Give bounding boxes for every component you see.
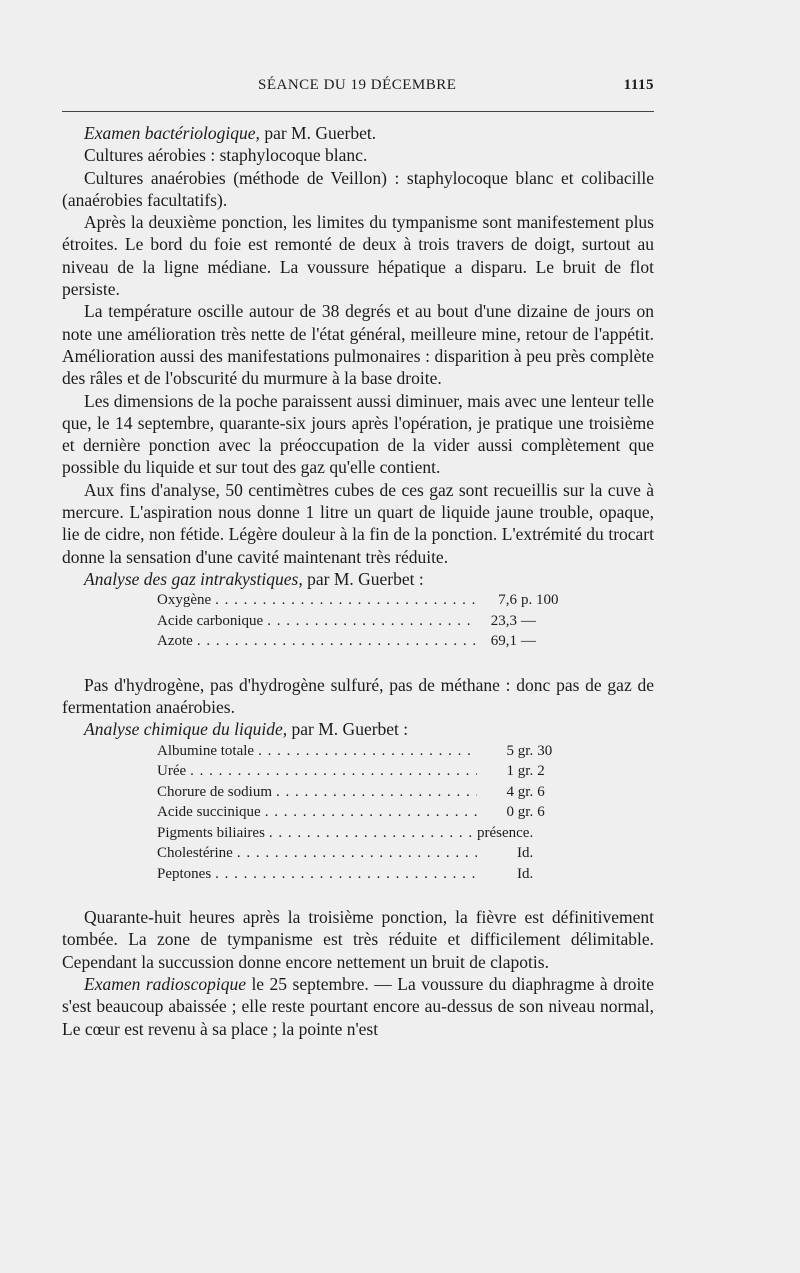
- row-value: présence.: [477, 824, 534, 841]
- row-value: 5 gr.: [506, 742, 534, 759]
- chemical-table: [157, 741, 567, 885]
- page-number: 1115: [623, 77, 654, 93]
- paragraph-text: le 25 septembre. — La voussure du diaphragme à droite s'est beaucoup abaissée ; elle reste pourtant encore au-dessus de son niveau normal, Le cœur est revenu à sa place ; la pointe n'est: [62, 974, 654, 1039]
- row-unit: [533, 843, 567, 864]
- row-unit: [533, 823, 567, 844]
- row-label: Urée . . .: [157, 761, 477, 782]
- running-title: SÉANCE DU 19 DÉCEMBRE: [258, 77, 457, 93]
- row-value: Id.: [516, 865, 534, 882]
- row-value: 69,1: [490, 633, 517, 650]
- row-unit: 6: [537, 783, 545, 800]
- row-unit: p. 100: [521, 592, 559, 609]
- row-value: 0 gr.: [506, 804, 534, 821]
- paragraph-no-hydrogen: Pas d'hydrogène, pas d'hydrogène sulfuré, pas de méthane : donc pas de gaz de fermentation anaérobies.: [62, 674, 654, 718]
- paragraph-temperature: La température oscille autour de 38 degrés et au bout d'une dizaine de jours on note une amélioration très nette de l'état général, meilleure mine, retour de l'appétit. Amélioration aussi des manifestations pulmonaires : disparition à peu près complète des râles et de l'obscurité du murmure à la base droite.: [62, 301, 654, 389]
- paragraph-fever-resolved: Quarante-huit heures après la troisième ponction, la fièvre est définitivement tombée. La zone de tympanisme est très réduite et difficilement délimitable. Cependant la succussion donne encore nettement un bruit de clapotis.: [62, 907, 654, 972]
- body-text: [62, 122, 654, 1040]
- paragraph-anaerobic: Cultures anaérobies (méthode de Veillon) : staphylocoque blanc et colibacille (anaérobies facultatifs).: [62, 167, 654, 210]
- paragraph-em: Examen bactériologique,: [84, 123, 260, 143]
- table-row: [157, 631, 559, 652]
- row-value: 7,6: [498, 592, 517, 609]
- row-value: 1 gr.: [506, 763, 534, 780]
- paragraph-em: Examen radioscopique: [84, 974, 246, 995]
- row-unit: 6: [537, 804, 545, 821]
- table-row: [157, 611, 559, 632]
- heading-text: par M. Guerbet :: [302, 568, 424, 589]
- table-row: [157, 823, 567, 844]
- paragraph-radioscopy: [62, 973, 654, 1040]
- header-rule: [62, 111, 654, 112]
- row-unit: [533, 864, 567, 885]
- table-row: [157, 864, 567, 885]
- row-label: Azote . . .: [157, 631, 477, 652]
- row-label: Pigments biliaires . . .: [157, 823, 477, 844]
- row-unit: 30: [537, 742, 553, 759]
- gas-analysis-heading: [62, 568, 654, 590]
- paragraph-third-puncture: Les dimensions de la poche paraissent aussi diminuer, mais avec une lenteur telle que, le 14 septembre, quarante-six jours après l'opération, je pratique une troisième et dernière ponction avec la préoccupation de la vider aussi complètement que possible du liquide et sur tout des gaz qu'elle contient.: [62, 390, 654, 478]
- row-label: Cholestérine . . .: [157, 843, 477, 864]
- table-row: [157, 782, 567, 803]
- row-unit: 2: [537, 763, 545, 780]
- row-label: Acide succinique . . .: [157, 802, 477, 823]
- table-row: [157, 843, 567, 864]
- row-label: Chorure de sodium . . .: [157, 782, 477, 803]
- row-label: Oxygène . . .: [157, 590, 477, 611]
- heading-em: Analyse chimique du liquide,: [84, 719, 288, 740]
- table-row: [157, 590, 559, 611]
- row-value: 23,3: [490, 612, 517, 629]
- row-label: Peptones . . .: [157, 864, 477, 885]
- row-label: Albumine totale . . .: [157, 741, 477, 762]
- row-value: 4 gr.: [506, 783, 534, 800]
- row-value: Id.: [516, 845, 534, 862]
- paragraph-text: par M. Guerbet.: [259, 123, 377, 143]
- table-row: [157, 741, 567, 762]
- row-label: Acide carbonique . . .: [157, 611, 477, 632]
- paragraph-second-puncture: Après la deuxième ponction, les limites du tympanisme sont manifestement plus étroites. Le bord du foie est remonté de deux à trois travers de doigt, surtout au niveau de la ligne médiane. La voussure hépatique a disparu. Le bruit de flot persiste.: [62, 212, 654, 300]
- row-unit: —: [521, 612, 536, 629]
- table-row: [157, 761, 567, 782]
- gas-table: [157, 590, 559, 652]
- page-header: [62, 77, 654, 101]
- heading-text: par M. Guerbet :: [287, 719, 409, 740]
- heading-em: Analyse des gaz intrakystiques,: [84, 568, 303, 589]
- paragraph-bacteriology: [62, 122, 654, 144]
- paragraph-gas-collection: Aux fins d'analyse, 50 centimètres cubes de ces gaz sont recueillis sur la cuve à mercure. L'aspiration nous donne 1 litre un quart de liquide jaune trouble, opaque, lie de cidre, non fétide. Légère douleur à la fin de la ponction. L'extrémité du trocart donne la sensation d'une cavité maintenant très réduite.: [62, 479, 654, 567]
- chemical-analysis-heading: [62, 718, 654, 740]
- table-row: [157, 802, 567, 823]
- paragraph-aerobic: Cultures aérobies : staphylocoque blanc.: [84, 145, 368, 166]
- row-unit: —: [521, 633, 536, 650]
